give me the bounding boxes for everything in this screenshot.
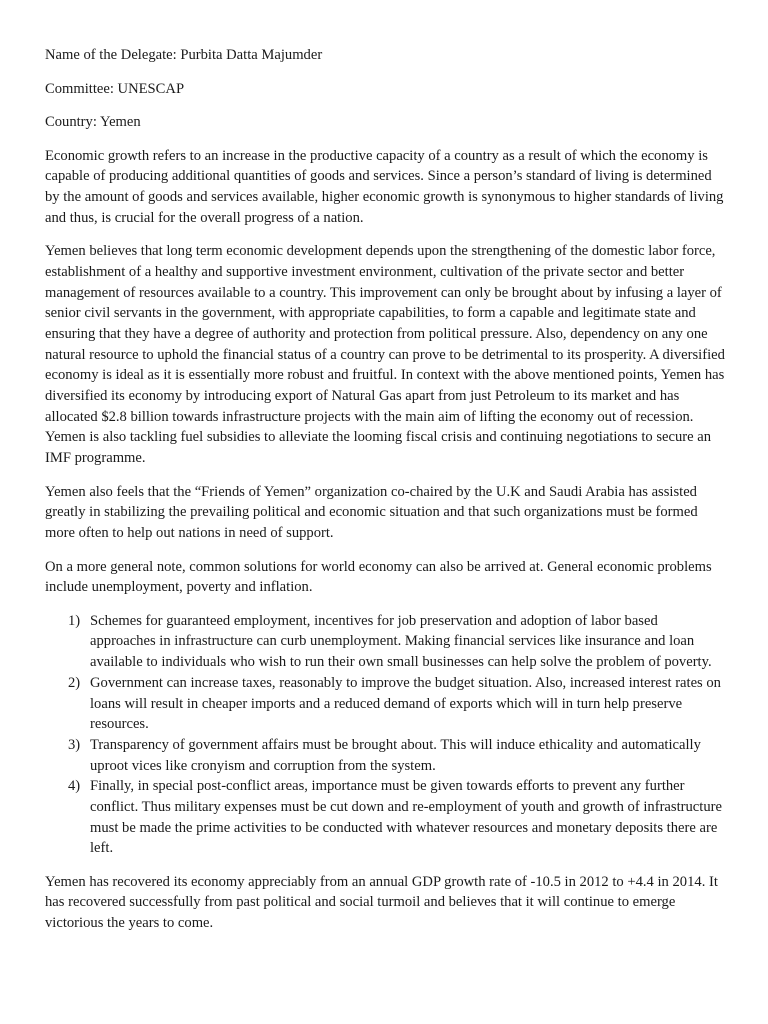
list-item-number: 1) (68, 612, 81, 629)
list-item-text: Finally, in special post-conflict areas, importance must be given towards efforts to prevent any further conflict. Thus military expenses must be cut down and re-employment of youth and growth of infrastructure must be made the prime activities to be conducted with whatever resources and monetary deposits there are left. (90, 778, 722, 857)
list-item (45, 611, 725, 673)
list-item (45, 776, 725, 859)
list-item-number: 2) (68, 674, 81, 691)
list-item-number: 4) (68, 778, 81, 795)
list-item-text: Transparency of government affairs must be brought about. This will induce ethicality and automatically uproot vices like cronyism and corruption from the system. (90, 736, 701, 774)
list-item-number: 3) (68, 736, 81, 753)
document-page (45, 45, 725, 947)
list-item (45, 735, 725, 776)
paragraph-economic-growth: Economic growth refers to an increase in the productive capacity of a country as a result of which the economy is capable of producing additional quantities of goods and services. Since a person’s standard of living is determined by the amount of goods and services available, higher economic growth is synonymous to higher standards of living and thus, is crucial for the overall progress of a nation. (45, 147, 724, 226)
paragraph-conclusion: Yemen has recovered its economy appreciably from an annual GDP growth rate of -10.5 in 2012 to +4.4 in 2014. It has recovered successfully from past political and social turmoil and believes that it will continue to emerge victorious the years to come. (45, 873, 718, 932)
solutions-list (45, 611, 725, 859)
paragraph-friends-of-yemen: Yemen also feels that the “Friends of Yemen” organization co-chaired by the U.K and Saudi Arabia has assisted greatly in stabilizing the prevailing political and economic situation and that such organizations must be formed more often to help out nations in need of support. (45, 483, 698, 542)
paragraph-general-note: On a more general note, common solutions for world economy can also be arrived at. General economic problems include unemployment, poverty and inflation. (45, 558, 712, 596)
list-item-text: Government can increase taxes, reasonably to improve the budget situation. Also, increased interest rates on loans will result in cheaper imports and a reduced demand of exports which will in turn help preserve resources. (90, 674, 721, 733)
committee-name: Committee: UNESCAP (45, 80, 185, 97)
paragraph-yemen-development: Yemen believes that long term economic development depends upon the strengthening of the domestic labor force, establishment of a healthy and supportive investment environment, cultivation of the private sector and better management of resources available to a country. This improvement can only be brought about by infusing a layer of senior civil servants in the government, with appropriate capabilities, to form a capable and legitimate state and ensuring that they have a degree of authority and protection from political pressure. Also, dependency on any one natural resource to uphold the financial status of a country can prove to be detrimental to its prosperity. A diversified economy is ideal as it is essentially more robust and fruitful. In context with the above mentioned points, Yemen has diversified its economy by introducing export of Natural Gas apart from just Petroleum to its market and has allocated $2.8 billion towards infrastructure projects with the main aim of lifting the economy out of recession. Yemen is also tackling fuel subsidies to alleviate the looming fiscal crisis and continuing negotiations to secure an IMF programme. (45, 243, 725, 467)
delegate-name: Name of the Delegate: Purbita Datta Majumder (45, 47, 323, 63)
list-item-text: Schemes for guaranteed employment, incentives for job preservation and adoption of labor based approaches in infrastructure can curb unemployment. Making financial services like insurance and loan available to individuals who wish to run their own small businesses can help solve the problem of poverty. (90, 612, 712, 671)
list-item (45, 673, 725, 735)
country-name: Country: Yemen (45, 114, 141, 130)
